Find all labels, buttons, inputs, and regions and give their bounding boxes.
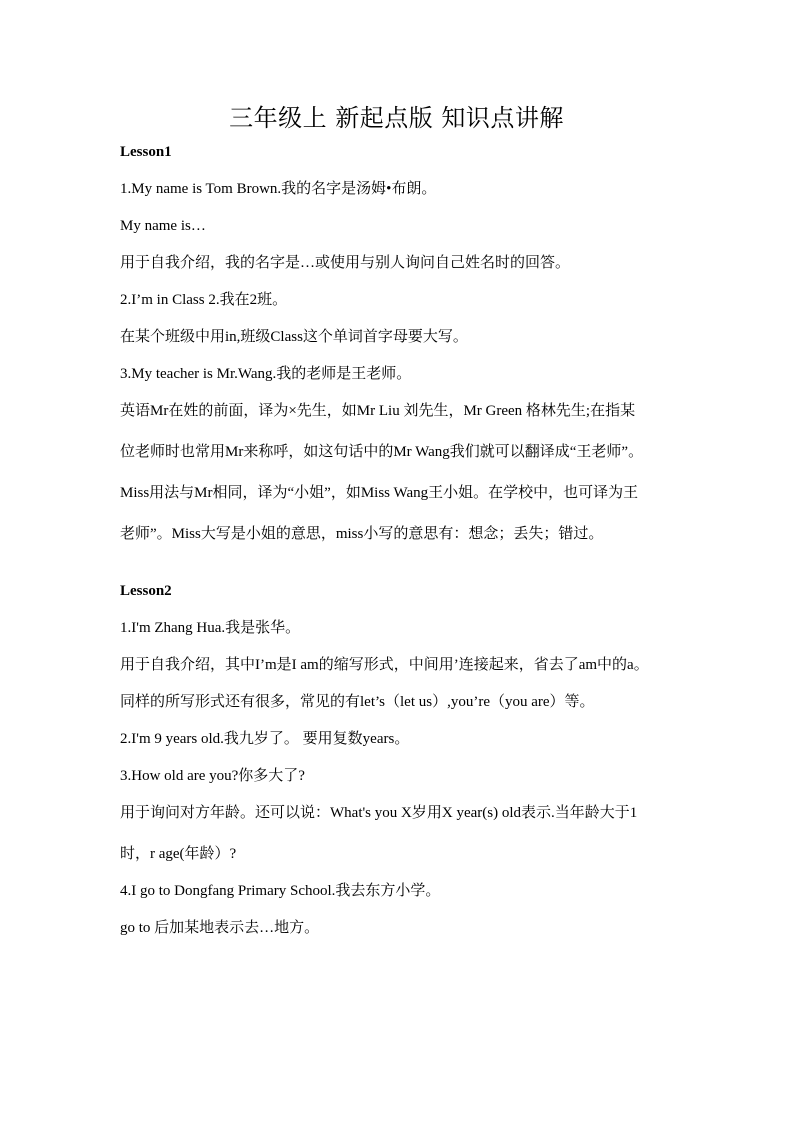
page-title: 三年级上 新起点版 知识点讲解: [229, 104, 564, 132]
text-line: 在某个班级中用in,班级Class这个单词首字母要大写。: [120, 329, 468, 345]
text-line: 4.I go to Dongfang Primary School.我去东方小学。: [120, 883, 441, 899]
text-line: 英语Mr在姓的前面，译为×先生，如Mr Liu 刘先生，Mr Green 格林先生;在指某: [120, 403, 636, 419]
text-line: 用于询问对方年龄。还可以说：What's you X岁用X year(s) old表示.当年龄大于1: [120, 805, 638, 821]
text-line: go to 后加某地表示去…地方。: [120, 920, 320, 936]
text-line: 用于自我介绍，其中I’m是I am的缩写形式，中间用’连接起来，省去了am中的a。: [120, 657, 649, 673]
lesson1-section: [120, 142, 680, 544]
text-line: 位老师时也常用Mr来称呼，如这句话中的Mr Wang我们就可以翻译成“王老师”。: [120, 444, 644, 460]
text-line: 老师”。Miss大写是小姐的意思，miss小写的意思有：想念；丢失；错过。: [120, 526, 604, 542]
lesson2-heading: Lesson2: [120, 583, 172, 599]
text-line: 2.I'm 9 years old.我九岁了。 要用复数years。: [120, 731, 410, 747]
text-line: 3.My teacher is Mr.Wang.我的老师是王老师。: [120, 366, 412, 382]
lesson2-section: [120, 581, 680, 938]
text-line: 用于自我介绍，我的名字是…或使用与别人询问自己姓名时的回答。: [120, 255, 571, 271]
text-line: 2.I’m in Class 2.我在2班。: [120, 292, 288, 308]
text-line: 时，r age(年龄）?: [120, 846, 237, 862]
text-line: 1.My name is Tom Brown.我的名字是汤姆•布朗。: [120, 181, 437, 197]
text-line: My name is…: [120, 218, 206, 234]
lesson1-heading: Lesson1: [120, 144, 172, 160]
text-line: 1.I'm Zhang Hua.我是张华。: [120, 620, 301, 636]
text-line: Miss用法与Mr相同，译为“小姐”，如Miss Wang王小姐。在学校中，也可译为王: [120, 485, 639, 501]
section-gap: [120, 561, 680, 581]
text-line: 同样的所写形式还有很多，常见的有let’s（let us）,you’re（you are）等。: [120, 694, 595, 710]
document-body: [120, 142, 680, 955]
text-line: 3.How old are you?你多大了?: [120, 768, 305, 784]
